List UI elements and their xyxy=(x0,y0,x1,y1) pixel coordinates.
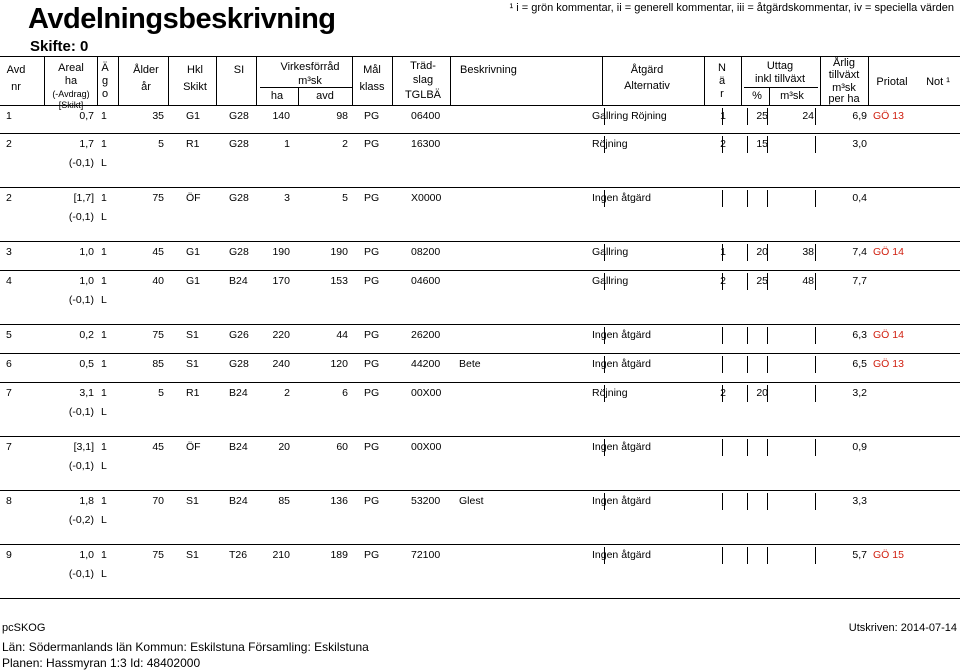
header-atgard-1: Åtgärd xyxy=(630,64,664,76)
cell-areal2: (-0,1) xyxy=(68,406,94,418)
cell-not: GÖ 14 xyxy=(873,246,904,258)
cell-areal: 1,8 xyxy=(79,495,94,507)
cell-avd: 3 xyxy=(6,246,12,258)
cell-m3sk: 24 xyxy=(802,110,814,122)
cell-ag2: L xyxy=(101,211,107,223)
cell-areal: 1,7 xyxy=(79,138,94,150)
cell-si: G28 xyxy=(229,358,249,370)
cell-avdv: 2 xyxy=(342,138,348,150)
column-divider xyxy=(722,108,723,125)
column-divider xyxy=(815,244,816,261)
column-divider xyxy=(722,547,723,564)
cell-nar: 2 xyxy=(720,275,726,287)
cell-not: GÖ 15 xyxy=(873,549,904,561)
cell-tradslag: 72100 xyxy=(411,549,441,561)
cell-m3sk: 38 xyxy=(802,246,814,258)
column-divider xyxy=(747,356,748,373)
cell-tradslag: 16300 xyxy=(411,138,441,150)
cell-avd: 7 xyxy=(6,387,12,399)
cell-areal: 0,7 xyxy=(79,110,94,122)
column-divider xyxy=(747,273,748,290)
cell-avd: 4 xyxy=(6,275,12,287)
cell-ha: 220 xyxy=(272,329,290,341)
cell-ag2: L xyxy=(101,157,107,169)
footer-location: Län: Södermanlands län Kommun: Eskilstuna Församling: Eskilstuna xyxy=(2,640,369,654)
cell-ag2: L xyxy=(101,406,107,418)
cell-areal: 0,5 xyxy=(79,358,94,370)
column-divider xyxy=(747,327,748,344)
header-atgard-2: Alternativ xyxy=(624,80,670,92)
column-divider xyxy=(604,273,605,290)
row-divider xyxy=(0,436,960,437)
cell-ag: 1 xyxy=(101,275,107,287)
header-tradslag-2: slag xyxy=(412,74,434,86)
cell-pct: 25 xyxy=(756,275,768,287)
cell-pct: 20 xyxy=(756,387,768,399)
header-virkesforrad-ha: ha xyxy=(270,90,284,102)
column-divider xyxy=(815,327,816,344)
cell-avdv: 153 xyxy=(330,275,348,287)
cell-ag: 1 xyxy=(101,246,107,258)
cell-ha: 240 xyxy=(272,358,290,370)
cell-avd: 1 xyxy=(6,110,12,122)
column-divider xyxy=(747,136,748,153)
header-virkesforrad-unit: m³sk xyxy=(298,75,322,87)
column-divider xyxy=(722,273,723,290)
cell-arlig: 6,3 xyxy=(852,329,867,341)
column-divider xyxy=(815,356,816,373)
cell-atgard: Ingen åtgärd xyxy=(592,549,651,561)
column-divider xyxy=(118,56,119,105)
cell-tradslag: 44200 xyxy=(411,358,441,370)
cell-areal: 1,0 xyxy=(79,275,94,287)
cell-hkl: ÖF xyxy=(186,441,201,453)
cell-ag: 1 xyxy=(101,495,107,507)
cell-ha: 190 xyxy=(272,246,290,258)
row-divider xyxy=(0,241,960,242)
header-hkl-1: Hkl xyxy=(187,64,203,76)
cell-areal2: (-0,2) xyxy=(68,514,94,526)
row-divider xyxy=(0,56,960,57)
header-areal-2: ha xyxy=(64,75,78,87)
column-divider xyxy=(769,87,770,105)
cell-avd: 2 xyxy=(6,138,12,150)
header-areal-1: Areal xyxy=(58,62,84,74)
column-divider xyxy=(392,56,393,105)
cell-avdv: 190 xyxy=(330,246,348,258)
cell-alder: 75 xyxy=(152,549,164,561)
cell-mal: PG xyxy=(364,387,380,399)
column-divider xyxy=(815,493,816,510)
cell-tradslag: 06400 xyxy=(411,110,441,122)
footer-printed-date: Utskriven: 2014-07-14 xyxy=(848,622,957,634)
uttag-subheader-line xyxy=(744,87,818,88)
cell-ha: 170 xyxy=(272,275,290,287)
row-divider xyxy=(0,353,960,354)
cell-si: T26 xyxy=(229,549,248,561)
header-tradslag-1: Träd- xyxy=(410,60,436,72)
cell-atgard: Röjning xyxy=(592,138,628,150)
header-uttag-m3sk: m³sk xyxy=(780,90,804,102)
page-subtitle: Skifte: 0 xyxy=(30,38,89,55)
column-divider xyxy=(604,356,605,373)
column-divider xyxy=(604,493,605,510)
column-divider xyxy=(741,56,742,105)
cell-avdv: 6 xyxy=(342,387,348,399)
cell-avdv: 136 xyxy=(330,495,348,507)
header-si: SI xyxy=(233,64,245,76)
cell-si: G28 xyxy=(229,138,249,150)
cell-si: B24 xyxy=(229,441,248,453)
cell-pct: 25 xyxy=(756,110,768,122)
column-divider xyxy=(704,56,705,105)
header-ag-3: o xyxy=(101,88,109,100)
cell-mal: PG xyxy=(364,246,380,258)
cell-areal: 0,2 xyxy=(79,329,94,341)
column-divider xyxy=(722,439,723,456)
cell-ha: 140 xyxy=(272,110,290,122)
cell-alder: 35 xyxy=(152,110,164,122)
cell-si: G28 xyxy=(229,192,249,204)
cell-ag: 1 xyxy=(101,192,107,204)
header-mal-1: Mål xyxy=(363,64,381,76)
cell-si: G26 xyxy=(229,329,249,341)
cell-mal: PG xyxy=(364,275,380,287)
header-avd-1: Avd xyxy=(6,64,26,76)
row-divider xyxy=(0,105,960,106)
column-divider xyxy=(747,439,748,456)
header-areal-4: [Skikt] xyxy=(58,100,84,110)
row-divider xyxy=(0,324,960,325)
column-divider xyxy=(722,493,723,510)
cell-arlig: 0,4 xyxy=(852,192,867,204)
cell-ha: 85 xyxy=(278,495,290,507)
cell-avdv: 44 xyxy=(336,329,348,341)
cell-alder: 5 xyxy=(158,387,164,399)
cell-ha: 20 xyxy=(278,441,290,453)
header-avd-2: nr xyxy=(11,81,21,93)
cell-ag: 1 xyxy=(101,110,107,122)
header-uttag-2: inkl tillväxt xyxy=(754,73,806,85)
column-divider xyxy=(815,385,816,402)
column-divider xyxy=(815,190,816,207)
cell-areal: [3,1] xyxy=(73,441,94,453)
cell-ag2: L xyxy=(101,568,107,580)
column-divider xyxy=(747,190,748,207)
cell-arlig: 3,3 xyxy=(852,495,867,507)
header-tradslag-3: TGLBÄ xyxy=(404,89,442,101)
column-divider xyxy=(815,136,816,153)
cell-alder: 45 xyxy=(152,441,164,453)
cell-hkl: G1 xyxy=(186,275,201,287)
cell-tradslag: 04600 xyxy=(411,275,441,287)
cell-hkl: G1 xyxy=(186,246,201,258)
cell-alder: 75 xyxy=(152,192,164,204)
row-divider xyxy=(0,490,960,491)
cell-atgard: Ingen åtgärd xyxy=(592,329,651,341)
cell-mal: PG xyxy=(364,549,380,561)
column-divider xyxy=(722,385,723,402)
header-mal-2: klass xyxy=(359,81,385,93)
cell-arlig: 3,0 xyxy=(852,138,867,150)
column-divider xyxy=(604,439,605,456)
cell-atgard: Gallring Röjning xyxy=(592,110,667,122)
column-divider xyxy=(44,56,45,105)
cell-si: G28 xyxy=(229,246,249,258)
cell-ag: 1 xyxy=(101,358,107,370)
row-divider xyxy=(0,270,960,271)
column-divider xyxy=(604,244,605,261)
cell-mal: PG xyxy=(364,138,380,150)
cell-ag: 1 xyxy=(101,138,107,150)
column-divider xyxy=(256,56,257,105)
header-priotal: Priotal xyxy=(876,76,908,88)
cell-ag2: L xyxy=(101,460,107,472)
column-divider xyxy=(767,327,768,344)
column-divider xyxy=(352,56,353,105)
cell-nar: 2 xyxy=(720,387,726,399)
cell-hkl: ÖF xyxy=(186,192,201,204)
footnote-legend: ¹ i = grön kommentar, ii = generell kommentar, iii = åtgärdskommentar, iv = speciella värden xyxy=(509,2,954,14)
header-arlig-3: m³sk xyxy=(832,82,856,94)
cell-si: B24 xyxy=(229,275,248,287)
cell-si: B24 xyxy=(229,387,248,399)
cell-hkl: S1 xyxy=(186,329,199,341)
header-alder-2: år xyxy=(141,81,151,93)
cell-tradslag: 26200 xyxy=(411,329,441,341)
header-uttag-1: Uttag xyxy=(766,60,794,72)
cell-m3sk: 48 xyxy=(802,275,814,287)
cell-beskr: Bete xyxy=(459,358,481,370)
cell-tradslag: 00X00 xyxy=(411,441,442,453)
cell-ag: 1 xyxy=(101,549,107,561)
cell-arlig: 5,7 xyxy=(852,549,867,561)
cell-si: B24 xyxy=(229,495,248,507)
cell-areal2: (-0,1) xyxy=(68,294,94,306)
header-nar-1: N xyxy=(718,62,726,74)
column-divider xyxy=(722,190,723,207)
column-divider xyxy=(722,244,723,261)
cell-atgard: Ingen åtgärd xyxy=(592,358,651,370)
cell-hkl: S1 xyxy=(186,495,199,507)
cell-atgard: Röjning xyxy=(592,387,628,399)
cell-arlig: 7,4 xyxy=(852,246,867,258)
column-divider xyxy=(722,136,723,153)
cell-hkl: S1 xyxy=(186,549,199,561)
cell-mal: PG xyxy=(364,329,380,341)
header-ag-1: Ä xyxy=(101,62,109,74)
column-divider xyxy=(815,108,816,125)
cell-pct: 15 xyxy=(756,138,768,150)
column-divider xyxy=(747,108,748,125)
row-divider xyxy=(0,544,960,545)
header-arlig-1: Årlig xyxy=(832,57,855,69)
cell-arlig: 3,2 xyxy=(852,387,867,399)
column-divider xyxy=(747,244,748,261)
column-divider xyxy=(604,108,605,125)
column-divider xyxy=(767,244,768,261)
column-divider xyxy=(820,56,821,105)
cell-ag: 1 xyxy=(101,387,107,399)
row-divider xyxy=(0,598,960,599)
header-beskrivning: Beskrivning xyxy=(460,64,517,76)
cell-hkl: R1 xyxy=(186,138,200,150)
cell-ag: 1 xyxy=(101,441,107,453)
cell-atgard: Ingen åtgärd xyxy=(592,441,651,453)
cell-hkl: S1 xyxy=(186,358,199,370)
column-divider xyxy=(767,136,768,153)
header-areal-3: (-Avdrag) xyxy=(52,89,90,99)
cell-mal: PG xyxy=(364,110,380,122)
footer-app-name: pcSKOG xyxy=(2,622,46,634)
cell-areal: 1,0 xyxy=(79,549,94,561)
cell-areal2: (-0,1) xyxy=(68,568,94,580)
cell-avd: 6 xyxy=(6,358,12,370)
cell-ha: 210 xyxy=(272,549,290,561)
cell-mal: PG xyxy=(364,192,380,204)
header-uttag-pct: % xyxy=(752,90,762,102)
cell-avd: 8 xyxy=(6,495,12,507)
column-divider xyxy=(604,547,605,564)
header-nar-2: ä xyxy=(718,75,726,87)
cell-nar: 1 xyxy=(720,110,726,122)
cell-mal: PG xyxy=(364,441,380,453)
column-divider xyxy=(767,108,768,125)
cell-avd: 9 xyxy=(6,549,12,561)
cell-arlig: 6,5 xyxy=(852,358,867,370)
header-virkesforrad-avd: avd xyxy=(316,90,334,102)
cell-not: GÖ 14 xyxy=(873,329,904,341)
cell-avd: 5 xyxy=(6,329,12,341)
cell-arlig: 7,7 xyxy=(852,275,867,287)
cell-ag2: L xyxy=(101,514,107,526)
cell-si: G28 xyxy=(229,110,249,122)
header-arlig-2: tillväxt xyxy=(828,69,860,81)
column-divider xyxy=(767,385,768,402)
cell-alder: 45 xyxy=(152,246,164,258)
cell-beskr: Glest xyxy=(459,495,484,507)
cell-ag: 1 xyxy=(101,329,107,341)
cell-not: GÖ 13 xyxy=(873,358,904,370)
column-divider xyxy=(868,56,869,105)
cell-tradslag: 53200 xyxy=(411,495,441,507)
column-divider xyxy=(604,327,605,344)
header-nar-3: r xyxy=(720,88,724,100)
column-divider xyxy=(767,493,768,510)
column-divider xyxy=(604,136,605,153)
cell-tradslag: 08200 xyxy=(411,246,441,258)
header-alder-1: Ålder xyxy=(133,64,159,76)
cell-areal2: (-0,1) xyxy=(68,460,94,472)
cell-mal: PG xyxy=(364,358,380,370)
cell-alder: 70 xyxy=(152,495,164,507)
cell-arlig: 0,9 xyxy=(852,441,867,453)
row-divider xyxy=(0,187,960,188)
column-divider xyxy=(747,385,748,402)
cell-avdv: 120 xyxy=(330,358,348,370)
column-divider xyxy=(604,190,605,207)
cell-ag2: L xyxy=(101,294,107,306)
row-divider xyxy=(0,382,960,383)
cell-pct: 20 xyxy=(756,246,768,258)
column-divider xyxy=(767,190,768,207)
cell-atgard: Gallring xyxy=(592,275,629,287)
cell-ha: 3 xyxy=(284,192,290,204)
cell-areal2: (-0,1) xyxy=(68,157,94,169)
cell-tradslag: X0000 xyxy=(411,192,442,204)
column-divider xyxy=(450,56,451,105)
column-divider xyxy=(298,87,299,105)
cell-avdv: 5 xyxy=(342,192,348,204)
page-title: Avdelningsbeskrivning xyxy=(28,3,336,35)
cell-areal: 1,0 xyxy=(79,246,94,258)
column-divider xyxy=(747,547,748,564)
cell-alder: 75 xyxy=(152,329,164,341)
column-divider xyxy=(168,56,169,105)
column-divider xyxy=(767,547,768,564)
cell-alder: 40 xyxy=(152,275,164,287)
cell-not: GÖ 13 xyxy=(873,110,904,122)
cell-avdv: 189 xyxy=(330,549,348,561)
cell-atgard: Ingen åtgärd xyxy=(592,495,651,507)
cell-areal2: (-0,1) xyxy=(68,211,94,223)
header-hkl-2: Skikt xyxy=(183,81,207,93)
cell-avd: 7 xyxy=(6,441,12,453)
cell-ha: 1 xyxy=(284,138,290,150)
column-divider xyxy=(815,273,816,290)
header-virkesforrad: Virkesförråd xyxy=(280,61,340,73)
cell-atgard: Ingen åtgärd xyxy=(592,192,651,204)
header-arlig-4: per ha xyxy=(828,93,860,105)
cell-mal: PG xyxy=(364,495,380,507)
column-divider xyxy=(722,327,723,344)
cell-hkl: G1 xyxy=(186,110,201,122)
cell-atgard: Gallring xyxy=(592,246,629,258)
column-divider xyxy=(722,356,723,373)
column-divider xyxy=(815,547,816,564)
column-divider xyxy=(216,56,217,105)
row-divider xyxy=(0,133,960,134)
virkesforrad-subheader-line xyxy=(260,87,352,88)
cell-areal: 3,1 xyxy=(79,387,94,399)
column-divider xyxy=(767,273,768,290)
column-divider xyxy=(767,356,768,373)
header-not: Not ¹ xyxy=(926,76,950,88)
cell-avd: 2 xyxy=(6,192,12,204)
cell-alder: 85 xyxy=(152,358,164,370)
column-divider xyxy=(604,385,605,402)
cell-avdv: 60 xyxy=(336,441,348,453)
column-divider xyxy=(767,439,768,456)
cell-hkl: R1 xyxy=(186,387,200,399)
cell-arlig: 6,9 xyxy=(852,110,867,122)
header-ag-2: g xyxy=(101,75,109,87)
cell-ha: 2 xyxy=(284,387,290,399)
cell-alder: 5 xyxy=(158,138,164,150)
footer-plan: Planen: Hassmyran 1:3 Id: 48402000 xyxy=(2,656,201,670)
cell-nar: 1 xyxy=(720,246,726,258)
cell-tradslag: 00X00 xyxy=(411,387,442,399)
cell-avdv: 98 xyxy=(336,110,348,122)
cell-nar: 2 xyxy=(720,138,726,150)
column-divider xyxy=(602,56,603,105)
cell-areal: [1,7] xyxy=(73,192,94,204)
column-divider xyxy=(747,493,748,510)
column-divider xyxy=(815,439,816,456)
column-divider xyxy=(97,56,98,105)
